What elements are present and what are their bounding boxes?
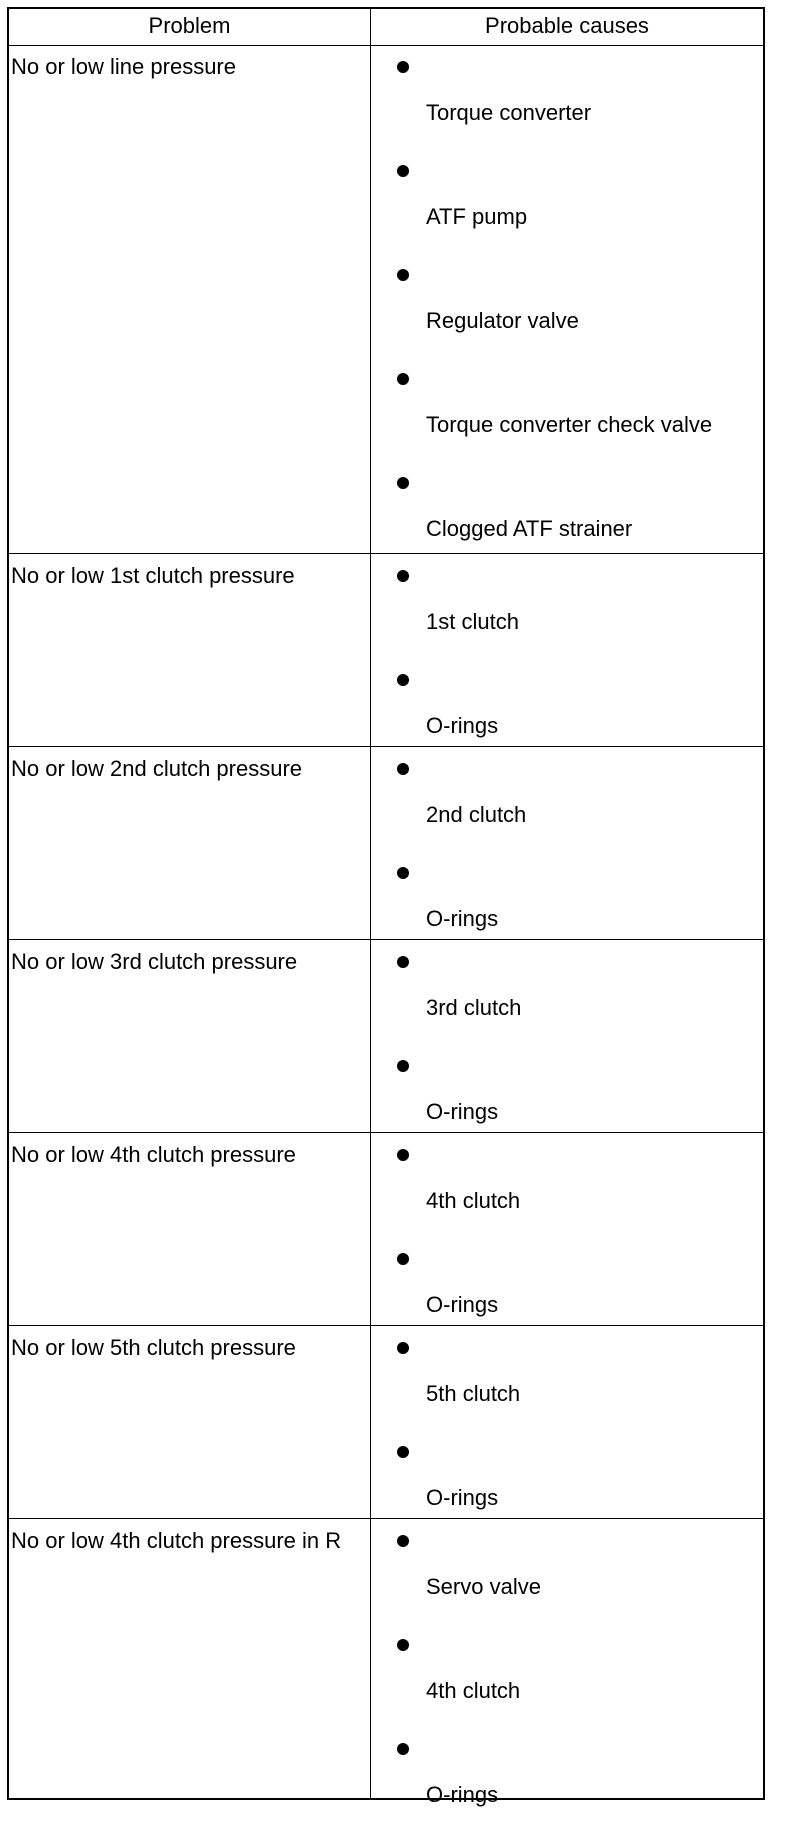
- problem-cell: No or low 1st clutch pressure: [11, 563, 295, 588]
- cause-item: [371, 1133, 763, 1237]
- cause-text: ATF pump: [426, 204, 528, 229]
- bullet-icon: [397, 674, 409, 686]
- cause-text: O-rings: [426, 1292, 499, 1317]
- bullet-icon: [397, 1743, 409, 1755]
- cause-item: [371, 45, 763, 149]
- bullet-icon: [397, 1639, 409, 1651]
- cause-item: [371, 357, 763, 461]
- cause-text: O-rings: [426, 713, 499, 738]
- bullet-icon: [397, 1535, 409, 1547]
- cause-item: [371, 554, 763, 658]
- cause-text: 4th clutch: [426, 1678, 521, 1703]
- cause-item: [371, 1727, 763, 1831]
- cause-text: O-rings: [426, 1485, 499, 1510]
- bullet-icon: [397, 1253, 409, 1265]
- table-row: [9, 940, 763, 1133]
- table-row: [9, 747, 763, 940]
- cause-text: O-rings: [426, 1099, 499, 1124]
- cause-item: [371, 149, 763, 253]
- cause-item: [371, 1519, 763, 1623]
- problem-cell: No or low line pressure: [11, 54, 236, 79]
- problem-cell: No or low 5th clutch pressure: [11, 1335, 296, 1360]
- header-probable-causes: Probable causes: [485, 13, 649, 38]
- table-header: [9, 9, 763, 46]
- cause-item: [371, 1623, 763, 1727]
- bullet-icon: [397, 61, 409, 73]
- cause-item: [371, 1326, 763, 1430]
- cause-text: 5th clutch: [426, 1381, 521, 1406]
- cause-item: [371, 940, 763, 1044]
- table-row: [9, 1519, 763, 1816]
- problem-cell: No or low 3rd clutch pressure: [11, 949, 298, 974]
- cause-text: O-rings: [426, 1782, 499, 1807]
- bullet-icon: [397, 956, 409, 968]
- bullet-icon: [397, 867, 409, 879]
- table-row: [9, 45, 763, 554]
- bullet-icon: [397, 1060, 409, 1072]
- cause-text: Torque converter check valve: [426, 412, 713, 437]
- troubleshooting-table: [7, 7, 765, 1807]
- cause-text: 4th clutch: [426, 1188, 521, 1213]
- header-problem: Problem: [148, 13, 231, 38]
- table-row: [9, 1133, 763, 1326]
- cause-text: 1st clutch: [426, 609, 519, 634]
- bullet-icon: [397, 165, 409, 177]
- cause-item: [371, 461, 763, 565]
- cause-text: Servo valve: [426, 1574, 541, 1599]
- cause-item: [371, 747, 763, 851]
- bullet-icon: [397, 570, 409, 582]
- problem-cell: No or low 4th clutch pressure: [11, 1142, 296, 1167]
- bullet-icon: [397, 1149, 409, 1161]
- cause-text: O-rings: [426, 906, 499, 931]
- bullet-icon: [397, 1446, 409, 1458]
- table-row: [9, 554, 763, 747]
- cause-text: Regulator valve: [426, 308, 579, 333]
- problem-cell: No or low 2nd clutch pressure: [11, 756, 303, 781]
- bullet-icon: [397, 269, 409, 281]
- bullet-icon: [397, 477, 409, 489]
- cause-text: 3rd clutch: [426, 995, 522, 1020]
- cause-item: [371, 253, 763, 357]
- table-row: [9, 1326, 763, 1519]
- cause-text: Torque converter: [426, 100, 592, 125]
- problem-cell: No or low 4th clutch pressure in R: [11, 1528, 342, 1553]
- bullet-icon: [397, 373, 409, 385]
- cause-text: 2nd clutch: [426, 802, 527, 827]
- bullet-icon: [397, 1342, 409, 1354]
- bullet-icon: [397, 763, 409, 775]
- cause-text: Clogged ATF strainer: [426, 516, 633, 541]
